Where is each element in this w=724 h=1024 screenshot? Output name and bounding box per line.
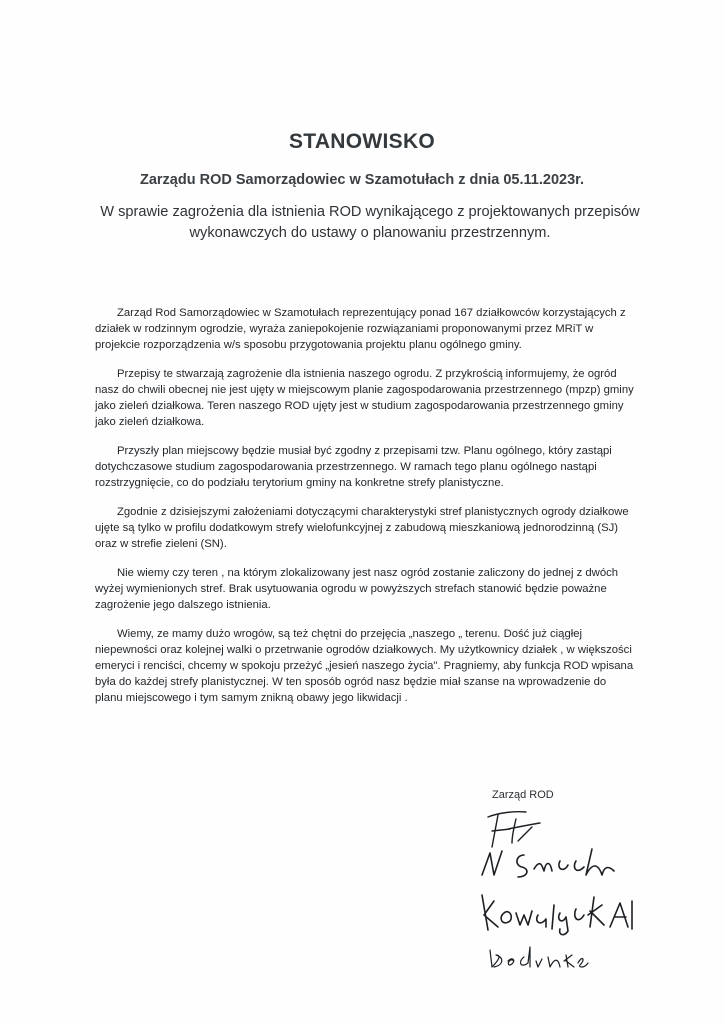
signature-label: Zarząd ROD	[492, 789, 554, 801]
signature-1	[488, 812, 540, 847]
paragraph: Zarząd Rod Samorządowiec w Szamotułach reprezentujący ponad 167 działkowców korzystających z działek w rodzinnym ogrodzie, wyraża zaniepokojenie rozwiązaniami proponowanymi przez MRiT w projekcie rozporządzenia w/s sposobu przygotowania projektu planu ogólnego gminy.	[95, 307, 626, 351]
signature-4	[490, 947, 588, 967]
paragraph: Zgodnie z dzisiejszymi założeniami dotyczącymi charakterystyki stref planistycznych ogrody działkowe ujęte są tylko w profilu dodatkowym strefy wielofunkcyjnej z zabudową mieszkaniową jednorodzinną (SJ) oraz w strefie zieleni (SN).	[95, 506, 629, 550]
document-subtitle: Zarządu ROD Samorządowiec w Szamotułach z dnia 05.11.2023r.	[139, 172, 585, 188]
paragraph: Przyszły plan miejscowy będzie musiał być zgodny z przepisami tzw. Planu ogólnego, który zastąpi dotychczasowe studium zagospodarowania przestrzennego. W ramach tego planu ogólnego nastąpi rozstrzygnięcie, co do podziału terytorium gminy na konkretne strefy planistyczne.	[95, 445, 612, 489]
paragraph: Nie wiemy czy teren , na którym zlokalizowany jest nasz ogród zostanie zaliczony do jednej z dwóch wyżej wymienionych stref. Brak usytuowania ogrodu w powyższych strefach stanowić będzie poważne zagrożenie jego dalszego istnienia.	[95, 567, 619, 611]
document-subject: W sprawie zagrożenia dla istnienia ROD wynikającego z projektowanych przepisów wykonawczych do ustawy o planowaniu przestrzennym.	[100, 204, 640, 241]
signature-3	[482, 895, 632, 935]
signature-2	[482, 849, 614, 877]
document-body	[95, 305, 635, 719]
paragraph: Przepisy te stwarzają zagrożenie dla istnienia naszego ogrodu. Z przykrością informujemy, że ogród nasz do chwili obecnej nie jest ujęty w miejscowym planie zagospodarowania przestrzennego (mpzp) gminy jako zieleń działkowa. Teren naszego ROD ujęty jest w studium zagospodarowania przestrzennego gminy jako zieleń działkowa.	[95, 368, 634, 428]
document-title: STANOWISKO	[288, 130, 436, 153]
paragraph: Wiemy, ze mamy dużo wrogów, są też chętni do przejęcia „naszego „ terenu. Dość już ciągłej niepewności oraz kolejnej walki o przetrwanie ogrodów działkowych. My użytkownicy działek , w większości emeryci i renciści, chcemy w spokoju przeżyć „jesień naszego życia". Pragniemy, aby funkcja ROD wpisana była do każdej strefy planistycznej. W ten sposób ogród nasz będzie miał szanse na wprowadzenie do planu miejscowego i tym samym znikną obawy jego likwidacji .	[95, 628, 634, 704]
handwritten-signatures	[468, 805, 648, 980]
